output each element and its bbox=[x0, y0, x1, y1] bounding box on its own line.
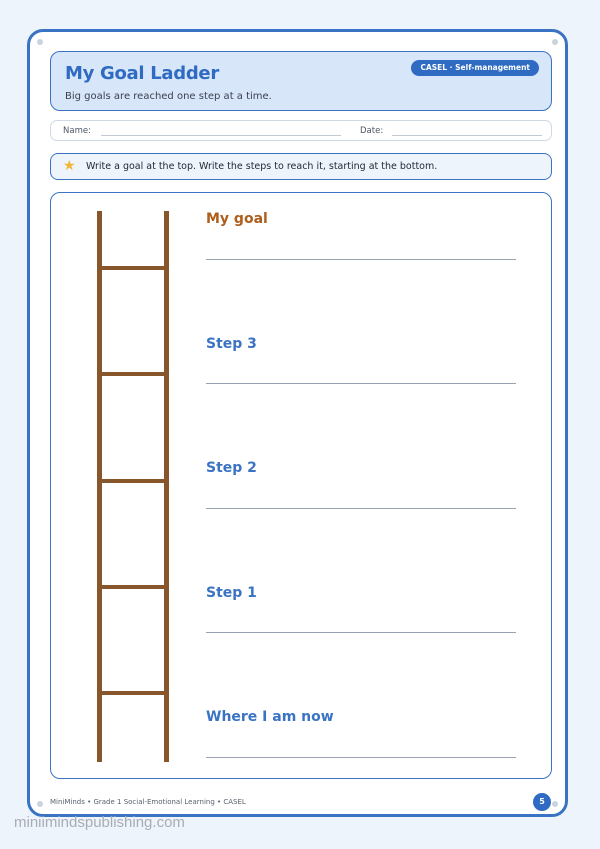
star-icon: ★ bbox=[63, 158, 76, 174]
corner-dot bbox=[552, 801, 558, 807]
name-field[interactable] bbox=[101, 135, 341, 136]
ladder-rail-right bbox=[164, 211, 169, 762]
step-label-my-goal: My goal bbox=[206, 211, 268, 227]
ladder-panel bbox=[50, 192, 552, 779]
date-label: Date: bbox=[360, 126, 384, 136]
step-1-writing-line[interactable] bbox=[206, 632, 516, 633]
ladder-rung bbox=[97, 479, 165, 483]
now-writing-line[interactable] bbox=[206, 757, 516, 758]
instructions-text: Write a goal at the top. Write the steps to reach it, starting at the bottom. bbox=[86, 161, 438, 172]
step-label-where-i-am-now: Where I am now bbox=[206, 709, 334, 725]
goal-writing-line[interactable] bbox=[206, 259, 516, 260]
ladder-rung bbox=[97, 266, 165, 270]
step-label-step-3: Step 3 bbox=[206, 336, 257, 352]
casel-badge: CASEL · Self-management bbox=[411, 60, 539, 76]
corner-dot bbox=[37, 801, 43, 807]
name-date-bar bbox=[50, 120, 552, 141]
worksheet-page bbox=[27, 29, 568, 817]
page-title: My Goal Ladder bbox=[65, 63, 219, 84]
corner-dot bbox=[552, 39, 558, 45]
footer-text: MiniMinds • Grade 1 Social-Emotional Learning • CASEL bbox=[50, 798, 246, 806]
page-number-badge: 5 bbox=[533, 793, 551, 811]
name-label: Name: bbox=[63, 126, 91, 136]
date-field[interactable] bbox=[392, 135, 542, 136]
ladder-rung bbox=[97, 372, 165, 376]
step-label-step-1: Step 1 bbox=[206, 585, 257, 601]
step-2-writing-line[interactable] bbox=[206, 508, 516, 509]
ladder-rung bbox=[97, 585, 165, 589]
corner-dot bbox=[37, 39, 43, 45]
instructions-box bbox=[50, 153, 552, 180]
ladder-rail-left bbox=[97, 211, 102, 762]
header-panel bbox=[50, 51, 552, 111]
page-subtitle: Big goals are reached one step at a time. bbox=[65, 91, 272, 102]
watermark: miniimindspublishing.com bbox=[14, 814, 185, 831]
ladder-rung bbox=[97, 691, 165, 695]
step-3-writing-line[interactable] bbox=[206, 383, 516, 384]
step-label-step-2: Step 2 bbox=[206, 460, 257, 476]
